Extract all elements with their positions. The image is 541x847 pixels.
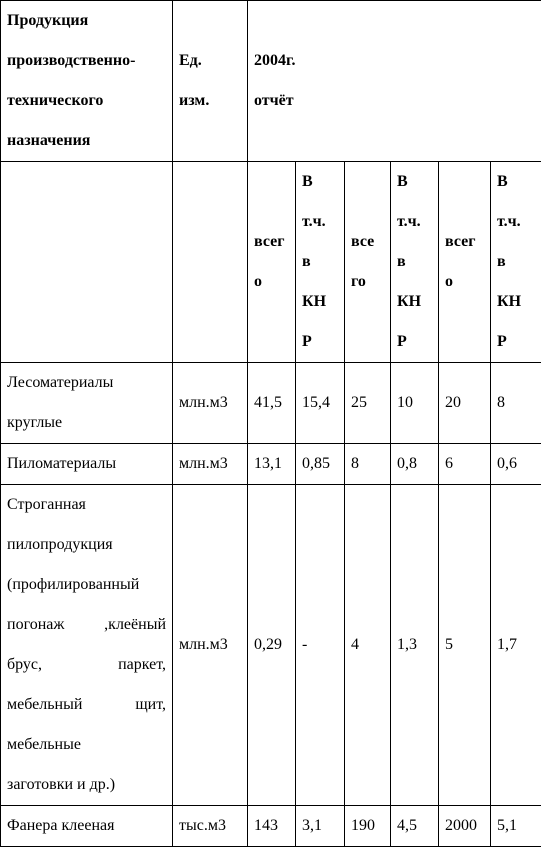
subheader-text: В [302, 173, 313, 190]
value-cell: 0,8 [391, 444, 439, 485]
subheader-text: о [445, 273, 453, 290]
subheader-total [439, 162, 491, 363]
subheader-incl-knr [296, 162, 345, 363]
subheader-text: КН [497, 293, 522, 310]
value-cell: 13,1 [248, 444, 296, 485]
value-cell: 41,5 [248, 363, 296, 444]
header-unit-line: изм. [179, 92, 210, 109]
table-row [1, 485, 541, 806]
value-cell: 1,3 [391, 485, 439, 806]
header-product-line: назначения [7, 132, 91, 149]
header-period-line: 2004г. [254, 52, 296, 69]
table-row [1, 806, 541, 847]
subheader-text: КН [302, 293, 327, 310]
subheader-text: КН [397, 293, 422, 310]
product-name-line: погонаж ,клеёный [7, 616, 166, 633]
subheader-text: го [351, 273, 366, 290]
subheader-empty-cell [1, 162, 173, 363]
product-name-line: мебельные [7, 736, 81, 753]
subheader-text: Р [302, 333, 312, 350]
header-period-line: отчёт [254, 92, 294, 109]
subheader-text: всег [254, 233, 285, 250]
header-product-line: Продукция [7, 12, 89, 29]
product-name [1, 363, 173, 444]
value-cell: 143 [248, 806, 296, 847]
value-cell: 20 [439, 363, 491, 444]
value-cell: 8 [345, 444, 391, 485]
value-cell: 8 [491, 363, 541, 444]
value-cell: 0,6 [491, 444, 541, 485]
subheader-incl-knr [391, 162, 439, 363]
subheader-text: В [497, 173, 508, 190]
subheader-text: т.ч. [397, 213, 421, 230]
product-name-line: Фанера клееная [7, 817, 115, 834]
product-name-line: Строганная [7, 496, 86, 513]
product-name-line: мебельный щит, [7, 696, 166, 713]
value-cell: 3,1 [296, 806, 345, 847]
header-unit-line: Ед. [179, 52, 202, 69]
value-cell: 1,7 [491, 485, 541, 806]
value-cell: 15,4 [296, 363, 345, 444]
product-name [1, 485, 173, 806]
product-name-line: заготовки и др.) [7, 776, 116, 793]
subheader-total [248, 162, 296, 363]
subheader-total [345, 162, 391, 363]
subheader-text: в [302, 253, 311, 270]
subheader-text: все [351, 233, 375, 250]
header-product-line: технического [7, 92, 104, 109]
subheader-text: т.ч. [302, 213, 326, 230]
value-cell: 2000 [439, 806, 491, 847]
header-product [1, 1, 173, 162]
subheader-text: Р [497, 333, 507, 350]
table-row [1, 363, 541, 444]
unit-cell: млн.м3 [173, 444, 248, 485]
subheader-text: в [497, 253, 506, 270]
product-name-line: круглые [7, 414, 63, 431]
table-row [1, 444, 541, 485]
product-name [1, 806, 173, 847]
product-name [1, 444, 173, 485]
product-name-line: пилопродукция [7, 536, 113, 553]
value-cell: - [296, 485, 345, 806]
value-cell: 0,29 [248, 485, 296, 806]
value-cell: 190 [345, 806, 391, 847]
unit-cell: тыс.м3 [173, 806, 248, 847]
value-cell: 25 [345, 363, 391, 444]
unit-cell: млн.м3 [173, 363, 248, 444]
value-cell: 5 [439, 485, 491, 806]
header-period [248, 1, 541, 162]
value-cell: 5,1 [491, 806, 541, 847]
subheader-incl-knr [491, 162, 541, 363]
subheader-row [1, 162, 541, 363]
subheader-empty-cell [173, 162, 248, 363]
product-name-line: Лесоматериалы [7, 374, 114, 391]
product-name-line: (профилированный [7, 576, 140, 593]
value-cell: 4,5 [391, 806, 439, 847]
value-cell: 10 [391, 363, 439, 444]
header-row [1, 1, 541, 162]
product-name-line: Пиломатериалы [7, 455, 117, 472]
product-name-line: брус, паркет, [7, 656, 166, 673]
value-cell: 6 [439, 444, 491, 485]
header-product-line: производственно- [7, 52, 136, 69]
value-cell: 0,85 [296, 444, 345, 485]
header-unit [173, 1, 248, 162]
subheader-text: т.ч. [497, 213, 521, 230]
subheader-text: всег [445, 233, 476, 250]
unit-cell: млн.м3 [173, 485, 248, 806]
subheader-text: в [397, 253, 406, 270]
subheader-text: В [397, 173, 408, 190]
subheader-text: о [254, 273, 262, 290]
value-cell: 4 [345, 485, 391, 806]
subheader-text: Р [397, 333, 407, 350]
